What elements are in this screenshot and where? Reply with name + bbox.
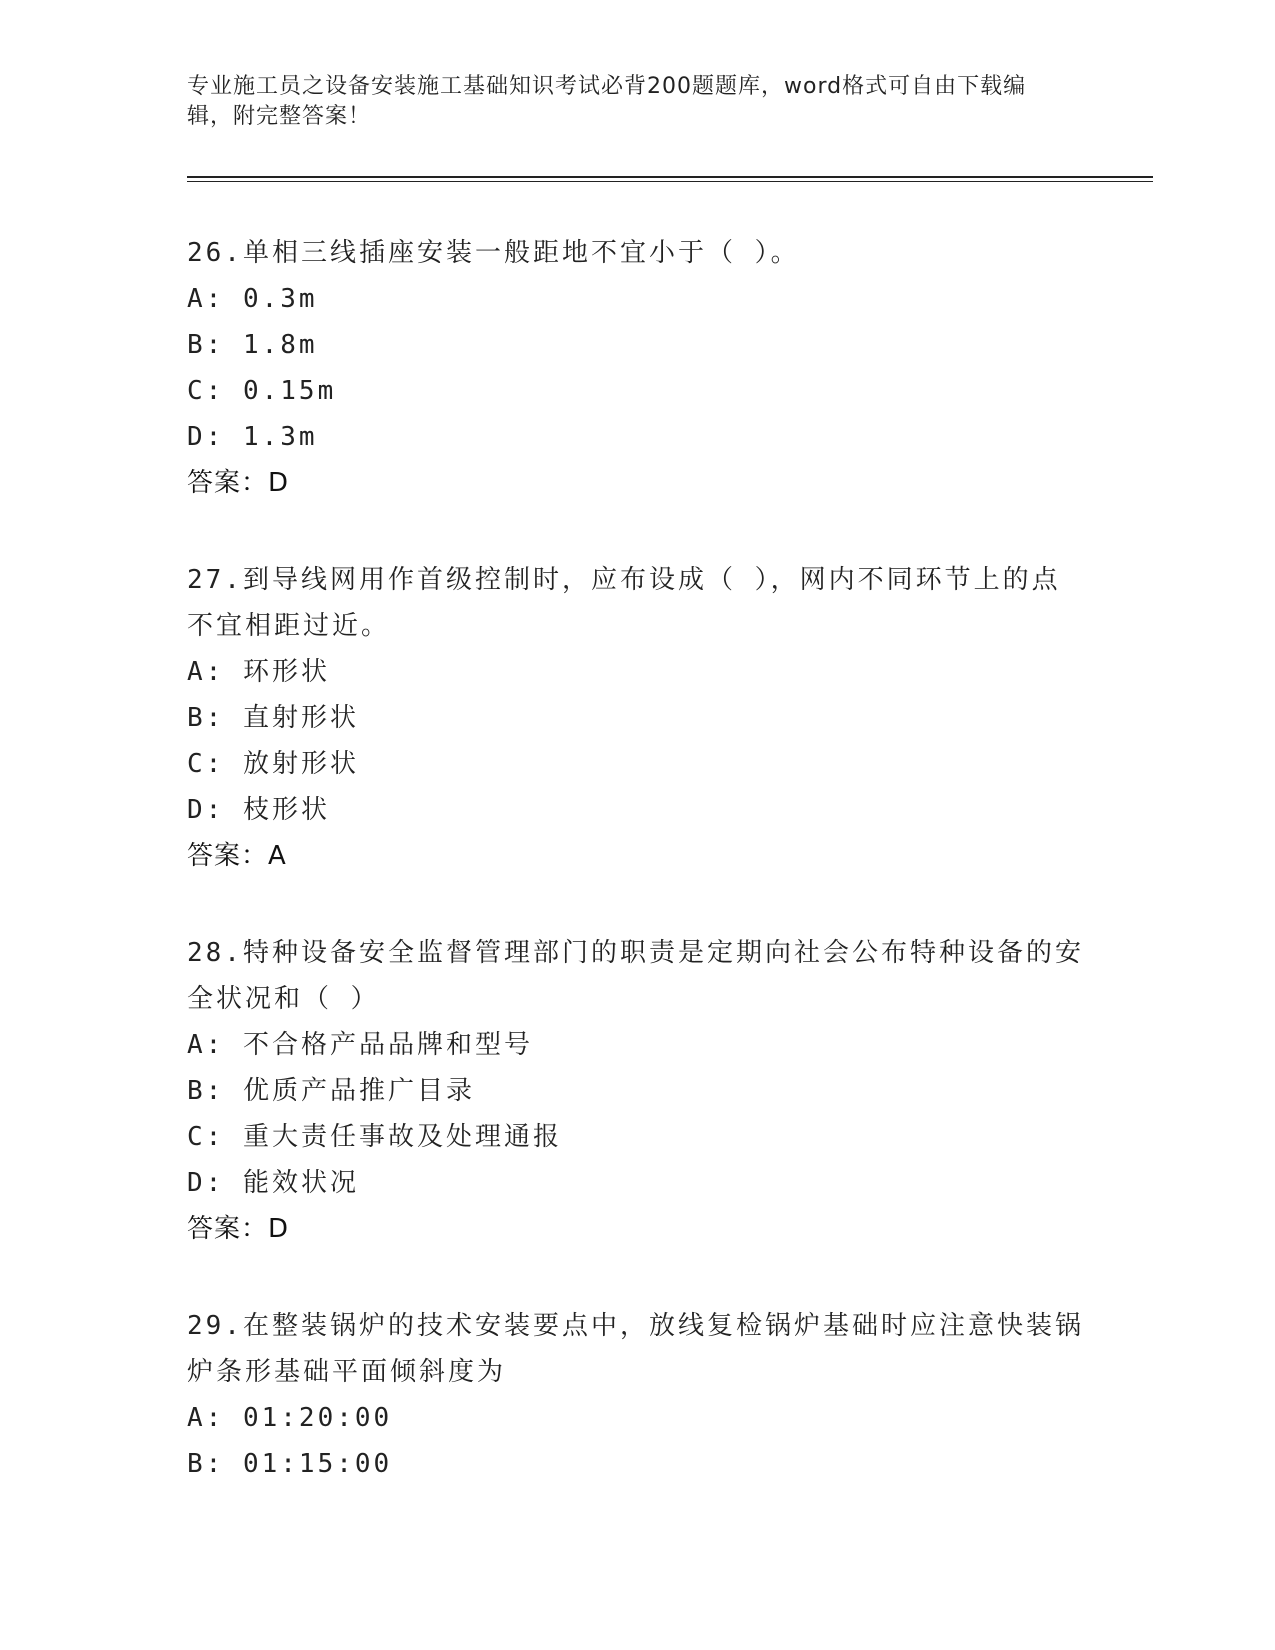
document-header: 专业施工员之设备安装施工基础知识考试必背200题题库，word格式可自由下载编辑，附完整答案！ [187, 74, 1027, 129]
option-a: A: 01:20:00 [187, 1403, 393, 1433]
question-stem: 29.在整装锅炉的技术安装要点中，放线复检锅炉基础时应注意快装锅炉条形基础平面倾斜度为 [187, 1311, 1084, 1387]
option-c: C: 重大责任事故及处理通报 [187, 1122, 562, 1152]
option-b: B: 直射形状 [187, 703, 359, 733]
question-26 [187, 230, 1087, 506]
header-divider-thin [187, 181, 1153, 182]
question-list [187, 230, 1087, 1538]
option-c: C: 放射形状 [187, 749, 359, 779]
question-stem: 28.特种设备安全监督管理部门的职责是定期向社会公布特种设备的安全状况和（ ） [187, 938, 1084, 1014]
option-a: A: 0.3m [187, 284, 318, 314]
question-27 [187, 557, 1087, 879]
option-c: C: 0.15m [187, 376, 337, 406]
answer-line: 答案：D [187, 468, 290, 498]
question-stem: 26.单相三线插座安装一般距地不宜小于（ ）。 [187, 238, 800, 268]
question-29 [187, 1303, 1087, 1487]
option-d: D: 能效状况 [187, 1168, 359, 1198]
option-a: A: 不合格产品品牌和型号 [187, 1030, 533, 1060]
option-d: D: 枝形状 [187, 795, 330, 825]
option-b: B: 01:15:00 [187, 1449, 393, 1479]
option-b: B: 1.8m [187, 330, 318, 360]
question-28 [187, 930, 1087, 1252]
header-divider-thick [187, 176, 1153, 178]
answer-line: 答案：A [187, 841, 287, 871]
answer-line: 答案：D [187, 1214, 290, 1244]
option-b: B: 优质产品推广目录 [187, 1076, 475, 1106]
option-d: D: 1.3m [187, 422, 318, 452]
option-a: A: 环形状 [187, 657, 330, 687]
question-stem: 27.到导线网用作首级控制时，应布设成（ ），网内不同环节上的点不宜相距过近。 [187, 565, 1061, 641]
